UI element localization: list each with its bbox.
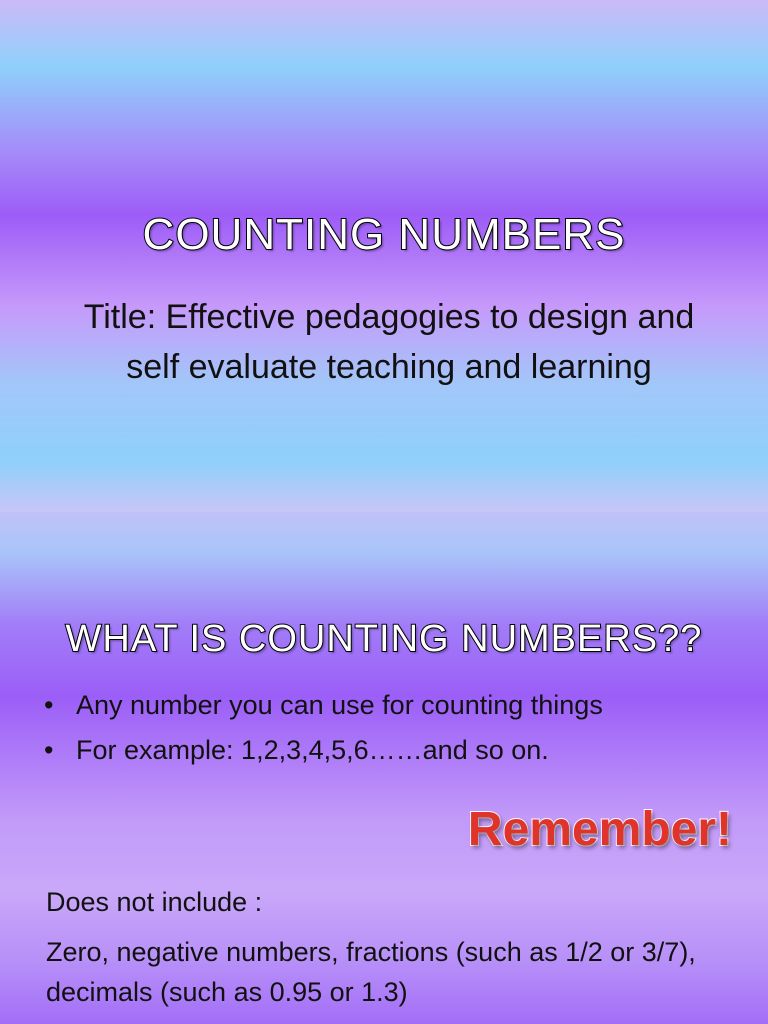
bullet-icon: • <box>44 690 54 720</box>
note-heading: Does not include : <box>46 887 263 917</box>
bullet-icon: • <box>44 735 54 765</box>
bullet-item <box>44 690 603 721</box>
slide-title: WHAT IS COUNTING NUMBERS?? <box>65 618 703 660</box>
bullet-list <box>44 690 603 780</box>
slide-what-is-counting-numbers <box>0 512 768 1024</box>
slide-subtitle: Title: Effective pedagogies to design and self evaluate teaching and learning <box>83 298 695 386</box>
note-body: Zero, negative numbers, fractions (such as 1/2 or 3/7), decimals (such as 0.95 or 1.3) <box>46 937 696 1007</box>
bullet-text: Any number you can use for counting things <box>76 690 603 720</box>
bullet-item <box>44 735 603 766</box>
bullet-text: For example: 1,2,3,4,5,6……and so on. <box>76 735 549 765</box>
remember-heading: Remember! <box>467 803 732 856</box>
slide-title: COUNTING NUMBERS <box>142 210 626 259</box>
